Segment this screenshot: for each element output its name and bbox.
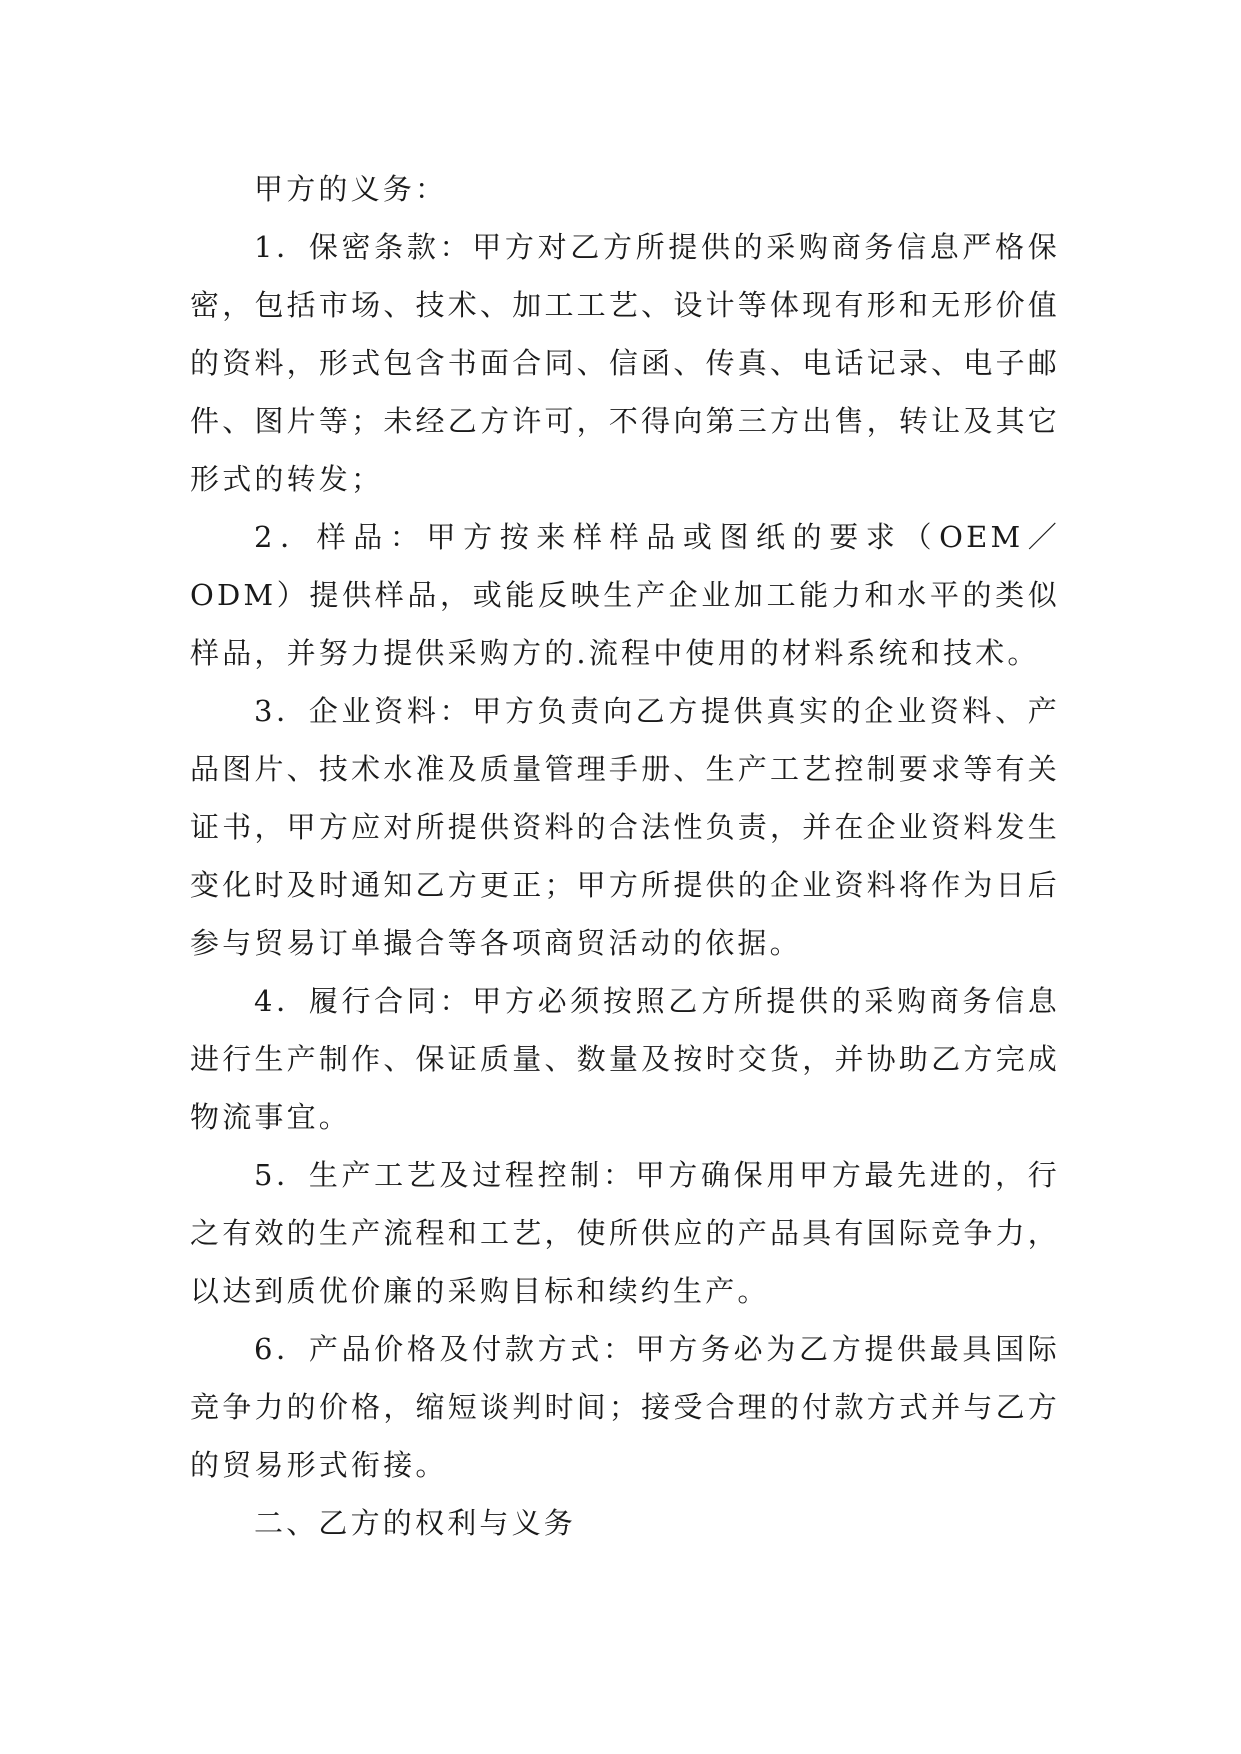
section-heading-party-a-obligations: 甲方的义务： (254, 172, 448, 206)
clause-confidentiality: 1．保密条款：甲方对乙方所提供的采购商务信息严格保密，包括市场、技术、加工工艺、设计等体现有形和无形价值的资料，形式包含书面合同、信函、传真、电话记录、电子邮件、图片等；未经乙方许可，不得向第三方出售，转让及其它形式的转发； (190, 230, 1060, 496)
clause-company-information: 3．企业资料：甲方负责向乙方提供真实的企业资料、产品图片、技术水准及质量管理手册、生产工艺控制要求等有关证书，甲方应对所提供资料的合法性负责，并在企业资料发生变化时及时通知乙方更正；甲方所提供的企业资料将作为日后参与贸易订单撮合等各项商贸活动的依据。 (190, 694, 1060, 960)
clause-contract-performance: 4．履行合同：甲方必须按照乙方所提供的采购商务信息进行生产制作、保证质量、数量及按时交货，并协助乙方完成物流事宜。 (190, 984, 1060, 1134)
clause-price-and-payment: 6．产品价格及付款方式：甲方务必为乙方提供最具国际竞争力的价格，缩短谈判时间；接受合理的付款方式并与乙方的贸易形式衔接。 (190, 1332, 1060, 1482)
section-heading-party-b-rights: 二、乙方的权利与义务 (254, 1506, 577, 1540)
clause-process-control: 5．生产工艺及过程控制：甲方确保用甲方最先进的，行之有效的生产流程和工艺，使所供应的产品具有国际竞争力，以达到质优价廉的采购目标和续约生产。 (190, 1158, 1060, 1308)
document-body (190, 160, 1060, 1552)
clause-samples: 2．样品：甲方按来样样品或图纸的要求（OEM／ODM）提供样品，或能反映生产企业加工能力和水平的类似样品，并努力提供采购方的.流程中使用的材料系统和技术。 (190, 520, 1060, 670)
